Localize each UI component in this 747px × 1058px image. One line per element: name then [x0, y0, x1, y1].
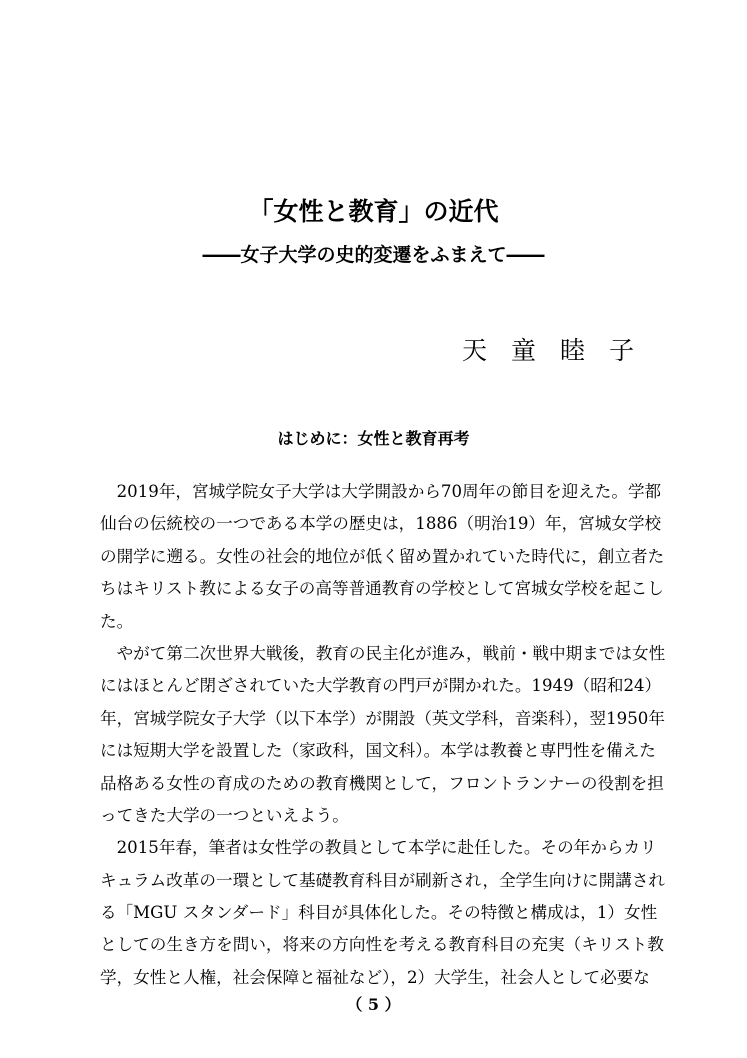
text-line: ちはキリスト教による女子の高等普通教育の学校として宮城女学校を起こし	[100, 579, 664, 599]
text-line: 2019年，宮城学院女子大学は大学開設から70周年の節目を迎えた。学都	[100, 482, 662, 501]
article-title: 「女性と教育」の近代	[248, 197, 499, 226]
body-text	[100, 476, 666, 994]
text-line: にはほとんど閉ざされていた大学教育の門戸が開かれた。1949（昭和24）	[100, 676, 662, 696]
text-line: 学，女性と人権，社会保障と福祉など），2）大学生，社会人として必要な	[100, 967, 650, 987]
page-number: （ 5 ）	[346, 995, 401, 1014]
author-name: 天童睦子	[462, 336, 659, 365]
section-heading: はじめに：女性と教育再考	[277, 429, 470, 448]
text-line: キュラム改革の一環として基礎教育科目が刷新され，全学生向けに開講され	[100, 870, 666, 890]
text-line: 2015年春，筆者は女性学の教員として本学に赴任した。その年からカリ	[100, 838, 657, 858]
text-line: の開学に遡る。女性の社会的地位が低く留め置かれていた時代に，創立者た	[100, 546, 665, 566]
article-subtitle: ――女子大学の史的変遷をふまえて――	[202, 244, 545, 266]
text-line: ってきた大学の一つといえよう。	[100, 805, 349, 825]
text-line: た。	[100, 611, 134, 631]
text-line: としての生き方を問い，将来の方向性を考える教育科目の充実（キリスト教	[100, 935, 664, 955]
text-line: る「MGU スタンダード」科目が具体化した。その特徴と構成は，1）女性	[100, 903, 658, 923]
text-line: 仙台の伝統校の一つである本学の歴史は，1886（明治19）年，宮城女学校	[100, 514, 662, 534]
text-line: には短期大学を設置した（家政科，国文科）。本学は教養と専門性を備えた	[100, 741, 656, 761]
text-line: やがて第二次世界大戦後，教育の民主化が進み，戦前・戦中期までは女性	[100, 643, 666, 663]
text-line: 年，宮城学院女子大学（以下本学）が開設（英文学科，音楽科），翌1950年	[100, 708, 665, 728]
text-line: 品格ある女性の育成のための教育機関として，フロントランナーの役割を担	[100, 773, 664, 793]
